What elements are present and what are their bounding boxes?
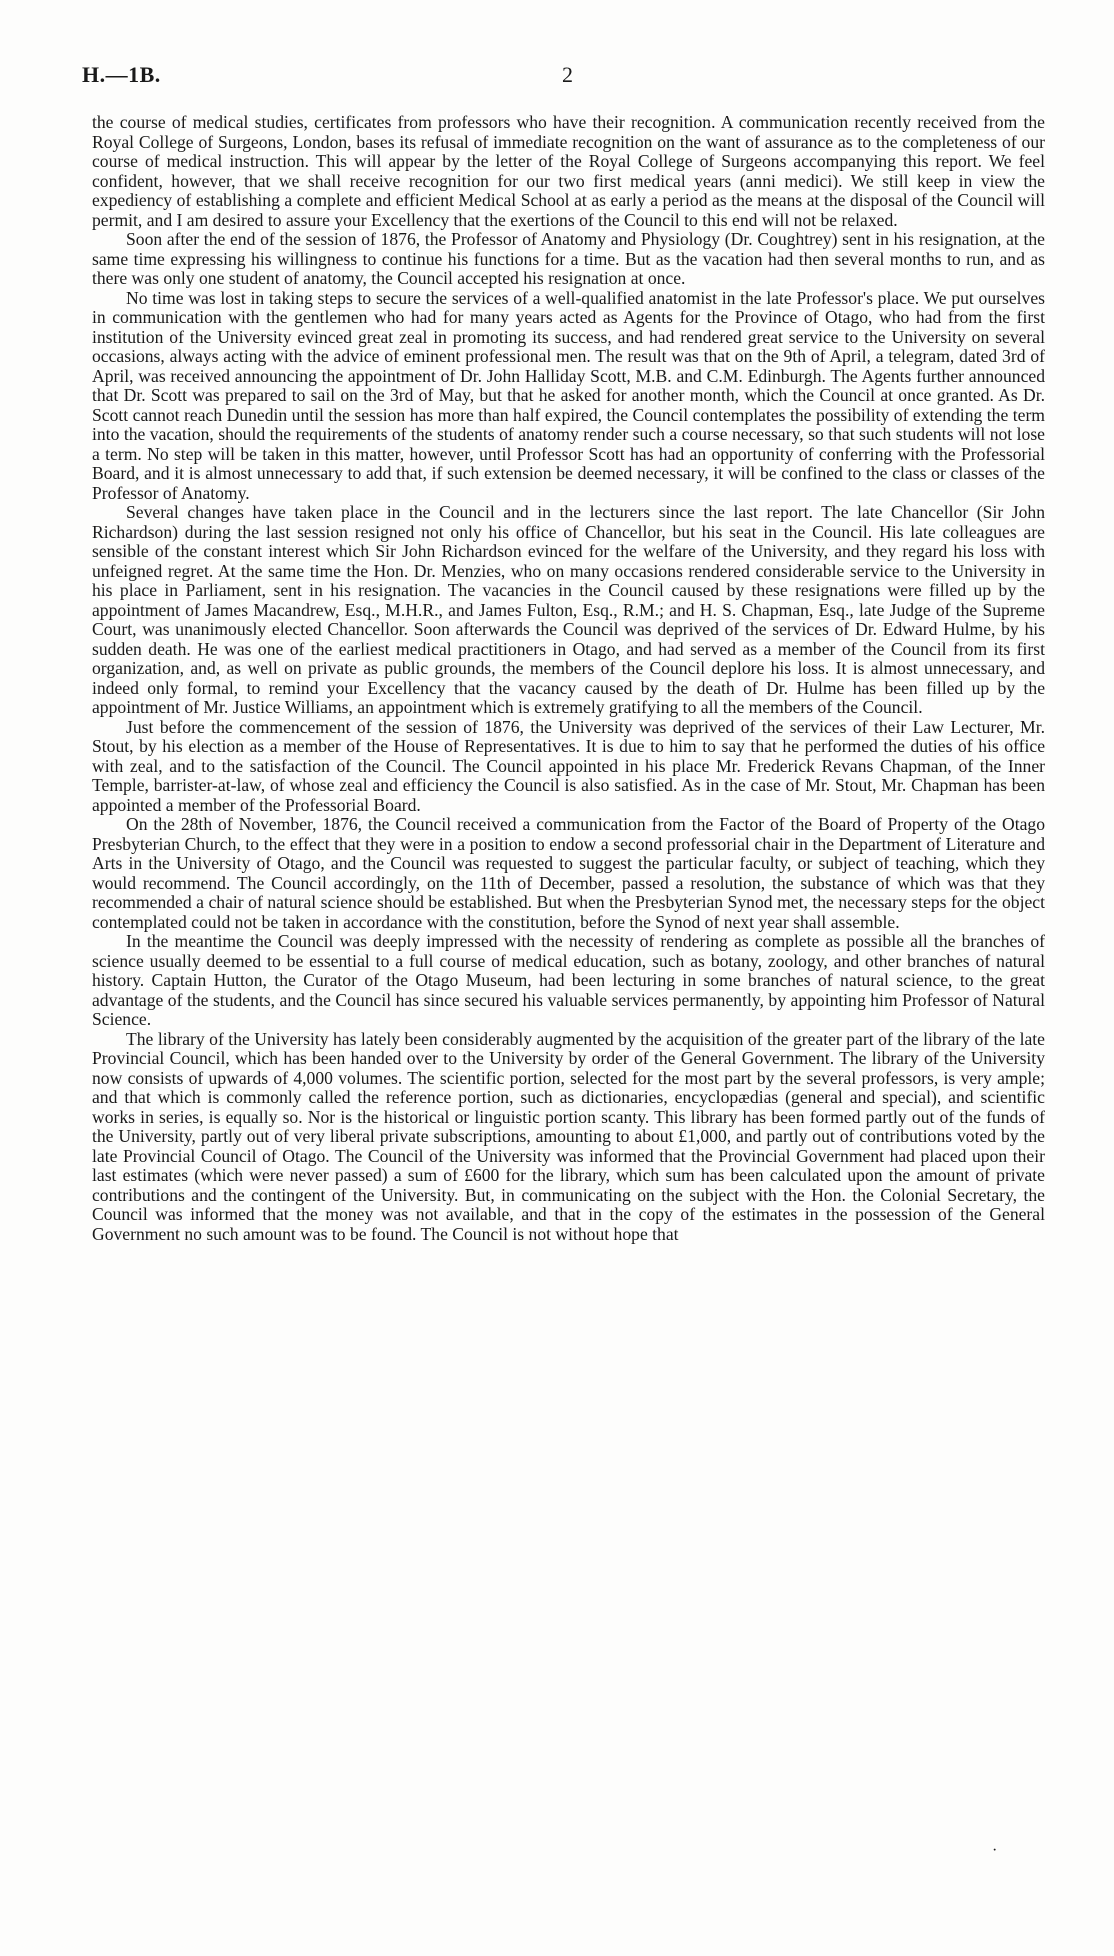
paragraph: Several changes have taken place in the Council and in the lecturers since the last report. The late Chancellor (Sir John Richardson) during the last session resigned not only his office of Chancellor, but his seat in the Council. His late colleagues are sensible of the constant interest which Sir John Richardson evinced for the welfare of the University, and they regard his loss with unfeigned regret. At the same time the Hon. Dr. Menzies, who on many occasions rendered considerable service to the University in his place in Parliament, sent in his resignation. The vacancies in the Council caused by these resignations were filled up by the appointment of James Macandrew, Esq., M.H.R., and James Fulton, Esq., R.M.; and H. S. Chapman, Esq., late Judge of the Supreme Court, was unanimously elected Chancellor. Soon afterwards the Council was deprived of the services of Dr. Edward Hulme, by his sudden death. He was one of the earliest medical practitioners in Otago, and had served as a member of the Council from its first organization, and, as well on private as public grounds, the members of the Council deplore his loss. It is almost unnecessary, and indeed only formal, to remind your Excellency that the vacancy caused by the death of Dr. Hulme has been filled up by the appointment of Mr. Justice Williams, an appointment which is extremely gratifying to all the members of the Council.: [92, 502, 1045, 717]
paragraph: the course of medical studies, certificates from professors who have their recognition. A communication recently received from the Royal College of Surgeons, London, bases its refusal of immediate recognition on the want of assurance as to the completeness of our course of medical instruction. This will appear by the letter of the Royal College of Surgeons accompanying this report. We feel confident, however, that we shall receive recognition for our two first medical years (anni medici). We still keep in view the expediency of establishing a complete and efficient Medical School at as early a period as the means at the disposal of the Council will permit, and I am desired to assure your Excellency that the exertions of the Council to this end will not be relaxed.: [92, 112, 1045, 230]
paragraph: In the meantime the Council was deeply impressed with the necessity of rendering as complete as possible all the branches of science usually deemed to be essential to a full course of medical education, such as botany, zoology, and other branches of natural history. Captain Hutton, the Curator of the Otago Museum, had been lecturing in some branches of natural science, to the great advantage of the students, and the Council has since secured his valuable services permanently, by appointing him Professor of Natural Science.: [92, 931, 1045, 1029]
paragraph: The library of the University has lately been considerably augmented by the acquisition of the greater part of the library of the late Provincial Council, which has been handed over to the University by order of the General Government. The library of the University now consists of upwards of 4,000 volumes. The scientific portion, selected for the most part by the several professors, is very ample; and that which is commonly called the reference portion, such as dictionaries, encyclopædias (general and special), and scientific works in series, is equally so. Nor is the historical or linguistic portion scanty. This library has been formed partly out of the funds of the University, partly out of very liberal private subscriptions, amounting to about £1,000, and partly out of contributions voted by the late Provincial Council of Otago. The Council of the University was informed that the Provincial Government had placed upon their last estimates (which were never passed) a sum of £600 for the library, which sum has been calculated upon the amount of private contributions and the contingent of the University. But, in communicating on the subject with the Hon. the Colonial Secretary, the Council was informed that the money was not available, and that in the copy of the estimates in the possession of the General Government no such amount was to be found. The Council is not without hope that: [92, 1028, 1045, 1244]
paragraph: No time was lost in taking steps to secure the services of a well-qualified anatomist in the late Professor's place. We put ourselves in communication with the gentlemen who had for many years acted as Agents for the Province of Otago, who had from the first institution of the University evinced great zeal in promoting its success, and had rendered great service to the University on several occasions, always acting with the advice of eminent professional men. The result was that on the 9th of April, a telegram, dated 3rd of April, was received announcing the appointment of Dr. John Halliday Scott, M.B. and C.M. Edinburgh. The Agents further announced that Dr. Scott was prepared to sail on the 3rd of May, but that he asked for another month, which the Council at once granted. As Dr. Scott cannot reach Dunedin until the session has more than half expired, the Council contemplates the possibility of extending the term into the vacation, should the requirements of the students of anatomy render such a course necessary, so that such students will not lose a term. No step will be taken in this matter, however, until Professor Scott has had an opportunity of conferring with the Professorial Board, and it is almost unnecessary to add that, if such extension be deemed necessary, it will be confined to the class or classes of the Professor of Anatomy.: [92, 287, 1045, 503]
print-speck: ·: [992, 1842, 998, 1859]
paragraph: Just before the commencement of the session of 1876, the University was deprived of the services of their Law Lecturer, Mr. Stout, by his election as a member of the House of Representatives. It is due to him to say that he performed the duties of his office with zeal, and to the satisfaction of the Council. The Council appointed in his place Mr. Frederick Revans Chapman, of the Inner Temple, barrister-at-law, of whose zeal and efficiency the Council is also satisfied. As in the case of Mr. Stout, Mr. Chapman has been appointed a member of the Professorial Board.: [92, 716, 1045, 815]
document-reference: H.—1B.: [82, 62, 161, 87]
paragraph: On the 28th of November, 1876, the Council received a communication from the Factor of the Board of Property of the Otago Presbyterian Church, to the effect that they were in a position to endow a second professorial chair in the Department of Literature and Arts in the University of Otago, and the Council was requested to suggest the particular faculty, or subject of teaching, which they would recommend. The Council accordingly, on the 11th of December, passed a resolution, the substance of which was that they recommended a chair of natural science should be established. But when the Presbyterian Synod met, the necessary steps for the object contemplated could not be taken in accordance with the constitution, before the Synod of next year shall assemble.: [92, 814, 1045, 932]
page-body: [92, 113, 1045, 1244]
paragraph: Soon after the end of the session of 1876, the Professor of Anatomy and Physiology (Dr. Coughtrey) sent in his resignation, at the same time expressing his willingness to continue his functions for a time. But as the vacation had then several months to run, and as there was only one student of anatomy, the Council accepted his resignation at once.: [92, 229, 1045, 288]
page-number: 2: [562, 62, 573, 87]
page-header: [82, 62, 1052, 92]
